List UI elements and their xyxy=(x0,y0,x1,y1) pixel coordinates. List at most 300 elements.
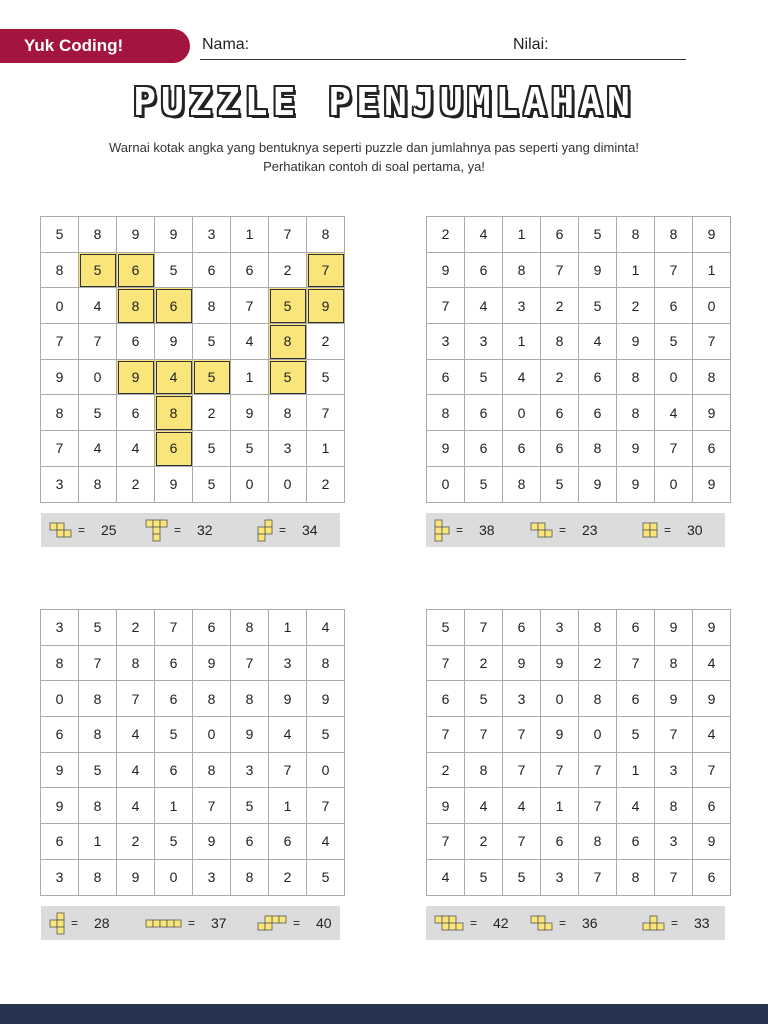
grid-cell[interactable]: 5 xyxy=(193,431,231,467)
grid-cell[interactable]: 7 xyxy=(155,610,193,646)
grid-cell[interactable]: 4 xyxy=(117,753,155,789)
grid-cell[interactable]: 9 xyxy=(231,395,269,431)
grid-cell[interactable]: 6 xyxy=(427,681,465,717)
grid-cell[interactable]: 6 xyxy=(617,610,655,646)
grid-cell[interactable]: 9 xyxy=(193,824,231,860)
grid-cell[interactable]: 6 xyxy=(155,431,193,467)
target-sum: 25 xyxy=(101,522,117,538)
grid-cell[interactable]: 8 xyxy=(79,717,117,753)
grid-cell[interactable]: 3 xyxy=(541,860,579,896)
hint-bar-1 xyxy=(41,513,340,547)
grid-cell[interactable]: 9 xyxy=(693,217,731,253)
grid-cell[interactable]: 7 xyxy=(41,431,79,467)
grid-cell[interactable]: 6 xyxy=(579,360,617,396)
grid-cell[interactable]: 8 xyxy=(41,395,79,431)
grid-cell[interactable]: 9 xyxy=(155,324,193,360)
grid-cell[interactable]: 3 xyxy=(193,217,231,253)
grid-cell[interactable]: 1 xyxy=(693,253,731,289)
grid-cell[interactable]: 8 xyxy=(269,395,307,431)
equals-sign: = xyxy=(456,523,464,537)
grid-cell[interactable]: 8 xyxy=(117,288,155,324)
grid-cell[interactable]: 5 xyxy=(307,717,345,753)
grid-cell[interactable]: 8 xyxy=(41,646,79,682)
grid-cell[interactable]: 9 xyxy=(617,467,655,503)
grid-cell[interactable]: 8 xyxy=(155,395,193,431)
grid-cell[interactable]: 8 xyxy=(231,610,269,646)
grid-cell[interactable]: 9 xyxy=(41,788,79,824)
grid-cell[interactable]: 6 xyxy=(465,431,503,467)
grid-cell[interactable]: 6 xyxy=(693,431,731,467)
grid-cell[interactable]: 8 xyxy=(193,681,231,717)
grid-cell[interactable]: 0 xyxy=(541,681,579,717)
grid-cell[interactable]: 8 xyxy=(655,646,693,682)
target-sum: 33 xyxy=(694,915,710,931)
grid-cell[interactable]: 7 xyxy=(427,646,465,682)
grid-cell[interactable]: 1 xyxy=(503,217,541,253)
hint-bar-4 xyxy=(426,906,725,940)
grid-cell[interactable]: 7 xyxy=(579,788,617,824)
grid-cell[interactable]: 4 xyxy=(307,824,345,860)
grid-cell[interactable]: 9 xyxy=(427,253,465,289)
grid-cell[interactable]: 9 xyxy=(541,646,579,682)
grid-cell[interactable]: 7 xyxy=(655,253,693,289)
hint-item xyxy=(49,906,110,940)
grid-cell[interactable]: 4 xyxy=(617,788,655,824)
grid-cell[interactable]: 6 xyxy=(541,395,579,431)
grid-cell[interactable]: 4 xyxy=(693,717,731,753)
grid-cell[interactable]: 9 xyxy=(579,253,617,289)
hint-item xyxy=(530,906,598,940)
grid-cell[interactable]: 6 xyxy=(193,253,231,289)
grid-cell[interactable]: 9 xyxy=(193,646,231,682)
grid-cell[interactable]: 8 xyxy=(503,253,541,289)
grid-cell[interactable]: 7 xyxy=(541,753,579,789)
equals-sign: = xyxy=(559,916,567,930)
grid-cell[interactable]: 1 xyxy=(269,610,307,646)
grid-cell[interactable]: 5 xyxy=(579,217,617,253)
hint-item xyxy=(642,513,703,547)
grid-cell[interactable]: 4 xyxy=(155,360,193,396)
grid-cell[interactable]: 4 xyxy=(117,717,155,753)
grid-cell[interactable]: 8 xyxy=(307,646,345,682)
grid-cell[interactable]: 8 xyxy=(465,753,503,789)
grid-cell[interactable]: 0 xyxy=(655,360,693,396)
grid-cell[interactable]: 6 xyxy=(41,717,79,753)
grid-cell[interactable]: 9 xyxy=(655,681,693,717)
grid-cell[interactable]: 5 xyxy=(269,360,307,396)
grid-cell[interactable]: 7 xyxy=(503,824,541,860)
grid-cell[interactable]: 9 xyxy=(579,467,617,503)
grid-cell[interactable]: 5 xyxy=(193,467,231,503)
grid-cell[interactable]: 4 xyxy=(465,288,503,324)
instructions-line-2: Perhatikan contoh di soal pertama, ya! xyxy=(263,159,485,174)
grid-cell[interactable]: 3 xyxy=(503,681,541,717)
grid-cell[interactable]: 9 xyxy=(503,646,541,682)
grid-cell[interactable]: 0 xyxy=(231,467,269,503)
grid-cell[interactable]: 4 xyxy=(655,395,693,431)
grid-cell[interactable]: 6 xyxy=(193,610,231,646)
grid-cell[interactable]: 5 xyxy=(307,360,345,396)
grid-cell[interactable]: 5 xyxy=(579,288,617,324)
grid-cell[interactable]: 5 xyxy=(41,217,79,253)
grid-cell[interactable]: 9 xyxy=(693,824,731,860)
grid-cell[interactable]: 8 xyxy=(503,467,541,503)
grid-cell[interactable]: 5 xyxy=(465,681,503,717)
grid-cell[interactable]: 5 xyxy=(155,717,193,753)
grid-cell[interactable]: 5 xyxy=(617,717,655,753)
grid-cell[interactable]: 6 xyxy=(617,824,655,860)
grid-cell[interactable]: 5 xyxy=(155,824,193,860)
grid-cell[interactable]: 6 xyxy=(117,395,155,431)
grid-cell[interactable]: 9 xyxy=(693,681,731,717)
hint-item xyxy=(145,513,213,547)
hint-item xyxy=(49,513,117,547)
grid-cell[interactable]: 4 xyxy=(79,431,117,467)
grid-cell[interactable]: 1 xyxy=(307,431,345,467)
t-vertical-piece-icon xyxy=(434,519,450,542)
grid-cell[interactable]: 7 xyxy=(307,253,345,289)
grid-cell[interactable]: 0 xyxy=(693,288,731,324)
grid-cell[interactable]: 6 xyxy=(155,681,193,717)
grid-cell[interactable]: 7 xyxy=(503,753,541,789)
target-sum: 42 xyxy=(493,915,509,931)
hint-bar-3 xyxy=(41,906,340,940)
grid-cell[interactable]: 7 xyxy=(79,646,117,682)
target-sum: 23 xyxy=(582,522,598,538)
grid-cell[interactable]: 9 xyxy=(693,610,731,646)
grid-cell[interactable]: 0 xyxy=(79,360,117,396)
grid-cell[interactable]: 8 xyxy=(193,288,231,324)
grid-cell[interactable]: 0 xyxy=(269,467,307,503)
grid-cell[interactable]: 8 xyxy=(579,824,617,860)
grid-cell[interactable]: 8 xyxy=(117,646,155,682)
grid-cell[interactable]: 8 xyxy=(617,217,655,253)
grid-cell[interactable]: 5 xyxy=(655,324,693,360)
grid-cell[interactable]: 0 xyxy=(655,467,693,503)
grid-cell[interactable]: 5 xyxy=(269,288,307,324)
grid-cell[interactable]: 6 xyxy=(541,217,579,253)
grid-cell[interactable]: 4 xyxy=(427,860,465,896)
grid-cell[interactable]: 2 xyxy=(117,467,155,503)
grid-cell[interactable]: 6 xyxy=(41,824,79,860)
equals-sign: = xyxy=(671,916,679,930)
grid-cell[interactable]: 2 xyxy=(541,288,579,324)
grid-cell[interactable]: 7 xyxy=(541,253,579,289)
grid-cell[interactable]: 8 xyxy=(579,681,617,717)
grid-cell[interactable]: 4 xyxy=(579,324,617,360)
grid-cell[interactable]: 1 xyxy=(503,324,541,360)
grid-cell[interactable]: 8 xyxy=(579,431,617,467)
grid-cell[interactable]: 4 xyxy=(465,217,503,253)
grid-cell[interactable]: 0 xyxy=(307,753,345,789)
grid-cell[interactable]: 8 xyxy=(41,253,79,289)
l-long-piece-icon xyxy=(434,915,464,931)
grid-cell[interactable]: 3 xyxy=(465,324,503,360)
grid-cell[interactable]: 2 xyxy=(617,288,655,324)
grid-cell[interactable]: 6 xyxy=(693,860,731,896)
puzzle-grid-3 xyxy=(40,609,345,896)
grid-cell[interactable]: 6 xyxy=(503,431,541,467)
grid-cell[interactable]: 5 xyxy=(307,860,345,896)
grid-cell[interactable]: 7 xyxy=(617,646,655,682)
grid-cell[interactable]: 7 xyxy=(465,717,503,753)
grid-cell[interactable]: 6 xyxy=(155,288,193,324)
grid-cell[interactable]: 6 xyxy=(617,681,655,717)
grid-cell[interactable]: 8 xyxy=(541,324,579,360)
grid-cell[interactable]: 3 xyxy=(41,860,79,896)
grid-cell[interactable]: 5 xyxy=(465,860,503,896)
grid-cell[interactable]: 9 xyxy=(117,360,155,396)
grid-cell[interactable]: 4 xyxy=(79,288,117,324)
grid-cell[interactable]: 9 xyxy=(307,288,345,324)
grid-cell[interactable]: 8 xyxy=(655,788,693,824)
grid-cell[interactable]: 2 xyxy=(117,610,155,646)
grid-cell[interactable]: 8 xyxy=(231,681,269,717)
grid-cell[interactable]: 4 xyxy=(269,717,307,753)
square-piece-icon xyxy=(642,522,658,538)
grid-cell[interactable]: 9 xyxy=(155,467,193,503)
target-sum: 36 xyxy=(582,915,598,931)
grid-cell[interactable]: 7 xyxy=(693,324,731,360)
grid-cell[interactable]: 7 xyxy=(579,860,617,896)
grid-cell[interactable]: 8 xyxy=(307,217,345,253)
equals-sign: = xyxy=(174,523,182,537)
t-piece-icon xyxy=(145,519,168,542)
grid-cell[interactable]: 2 xyxy=(427,217,465,253)
grid-cell[interactable]: 3 xyxy=(41,610,79,646)
grid-cell[interactable]: 5 xyxy=(79,610,117,646)
grid-cell[interactable]: 5 xyxy=(465,467,503,503)
grid-cell[interactable]: 1 xyxy=(231,217,269,253)
grid-cell[interactable]: 4 xyxy=(503,788,541,824)
grid-cell[interactable]: 7 xyxy=(427,288,465,324)
grid-cell[interactable]: 3 xyxy=(41,467,79,503)
grid-cell[interactable]: 3 xyxy=(655,824,693,860)
grid-cell[interactable]: 6 xyxy=(465,253,503,289)
target-sum: 32 xyxy=(197,522,213,538)
grid-cell[interactable]: 9 xyxy=(117,860,155,896)
grid-cell[interactable]: 6 xyxy=(465,395,503,431)
grid-cell[interactable]: 1 xyxy=(617,253,655,289)
grid-cell[interactable]: 4 xyxy=(117,431,155,467)
grid-cell[interactable]: 7 xyxy=(117,681,155,717)
grid-cell[interactable]: 6 xyxy=(693,788,731,824)
grid-cell[interactable]: 7 xyxy=(307,395,345,431)
grid-cell[interactable]: 0 xyxy=(41,288,79,324)
grid-cell[interactable]: 1 xyxy=(79,824,117,860)
grid-cell[interactable]: 7 xyxy=(79,324,117,360)
grid-cell[interactable]: 4 xyxy=(693,646,731,682)
grid-cell[interactable]: 9 xyxy=(117,217,155,253)
grid-cell[interactable]: 2 xyxy=(193,395,231,431)
grid-cell[interactable]: 9 xyxy=(231,717,269,753)
grid-cell[interactable]: 6 xyxy=(269,824,307,860)
step-piece-icon xyxy=(257,915,287,931)
equals-sign: = xyxy=(293,916,301,930)
grid-cell[interactable]: 7 xyxy=(193,788,231,824)
grid-cell[interactable]: 5 xyxy=(79,753,117,789)
grid-cell[interactable]: 6 xyxy=(231,253,269,289)
page-title: PUZZLE PENJUMLAHAN xyxy=(133,80,635,124)
grid-cell[interactable]: 7 xyxy=(655,431,693,467)
grid-cell[interactable]: 5 xyxy=(79,253,117,289)
grid-cell[interactable]: 9 xyxy=(655,610,693,646)
grid-cell[interactable]: 5 xyxy=(79,395,117,431)
grid-cell[interactable]: 2 xyxy=(307,324,345,360)
grid-cell[interactable]: 4 xyxy=(231,324,269,360)
grid-cell[interactable]: 8 xyxy=(693,360,731,396)
grid-cell[interactable]: 6 xyxy=(155,753,193,789)
grid-cell[interactable]: 6 xyxy=(655,288,693,324)
hint-item xyxy=(145,906,227,940)
grid-cell[interactable]: 2 xyxy=(465,646,503,682)
grid-cell[interactable]: 9 xyxy=(155,217,193,253)
grid-cell[interactable]: 9 xyxy=(427,788,465,824)
grid-cell[interactable]: 8 xyxy=(79,681,117,717)
grid-cell[interactable]: 9 xyxy=(617,431,655,467)
puzzle-grid-1 xyxy=(40,216,345,503)
grid-cell[interactable]: 3 xyxy=(269,431,307,467)
grid-cell[interactable]: 5 xyxy=(193,360,231,396)
puzzle-grid-2 xyxy=(426,216,731,503)
grid-cell[interactable]: 7 xyxy=(465,610,503,646)
hint-item xyxy=(434,906,509,940)
i-piece-icon xyxy=(145,919,182,928)
grid-cell[interactable]: 7 xyxy=(427,824,465,860)
grid-cell[interactable]: 7 xyxy=(269,753,307,789)
grid-cell[interactable]: 9 xyxy=(307,681,345,717)
grid-cell[interactable]: 7 xyxy=(269,217,307,253)
grid-cell[interactable]: 7 xyxy=(579,753,617,789)
grid-cell[interactable]: 5 xyxy=(155,253,193,289)
grid-cell[interactable]: 0 xyxy=(503,395,541,431)
grid-cell[interactable]: 7 xyxy=(655,860,693,896)
target-sum: 38 xyxy=(479,522,495,538)
grid-cell[interactable]: 3 xyxy=(541,610,579,646)
grid-cell[interactable]: 1 xyxy=(617,753,655,789)
target-sum: 40 xyxy=(316,915,332,931)
grid-cell[interactable]: 8 xyxy=(617,360,655,396)
grid-cell[interactable]: 8 xyxy=(427,395,465,431)
grid-cell[interactable]: 2 xyxy=(307,467,345,503)
grid-cell[interactable]: 3 xyxy=(231,753,269,789)
grid-cell[interactable]: 8 xyxy=(79,217,117,253)
grid-cell[interactable]: 0 xyxy=(155,860,193,896)
cross-piece-icon xyxy=(49,912,65,935)
grid-cell[interactable]: 9 xyxy=(41,360,79,396)
equals-sign: = xyxy=(279,523,287,537)
grid-cell[interactable]: 5 xyxy=(503,860,541,896)
p-piece-icon xyxy=(642,915,665,931)
grid-cell[interactable]: 8 xyxy=(617,860,655,896)
equals-sign: = xyxy=(664,523,672,537)
grid-cell[interactable]: 9 xyxy=(269,681,307,717)
grid-cell[interactable]: 6 xyxy=(155,646,193,682)
hint-item xyxy=(434,513,495,547)
grid-cell[interactable]: 5 xyxy=(231,431,269,467)
grid-cell[interactable]: 9 xyxy=(427,431,465,467)
grid-cell[interactable]: 2 xyxy=(269,253,307,289)
grid-cell[interactable]: 1 xyxy=(541,788,579,824)
grid-cell[interactable]: 6 xyxy=(117,253,155,289)
grid-cell[interactable]: 4 xyxy=(503,360,541,396)
equals-sign: = xyxy=(188,916,196,930)
grid-cell[interactable]: 3 xyxy=(503,288,541,324)
grid-cell[interactable]: 7 xyxy=(231,288,269,324)
grid-cell[interactable]: 9 xyxy=(693,467,731,503)
grid-cell[interactable]: 0 xyxy=(41,681,79,717)
grid-cell[interactable]: 6 xyxy=(427,360,465,396)
grid-cell[interactable]: 2 xyxy=(579,646,617,682)
score-label: Nilai: xyxy=(513,36,549,53)
grid-cell[interactable]: 4 xyxy=(465,788,503,824)
grid-cell[interactable]: 6 xyxy=(579,395,617,431)
grid-cell[interactable]: 1 xyxy=(155,788,193,824)
grid-cell[interactable]: 6 xyxy=(541,431,579,467)
grid-cell[interactable]: 4 xyxy=(307,610,345,646)
grid-cell[interactable]: 9 xyxy=(693,395,731,431)
name-label: Nama: xyxy=(202,36,250,53)
grid-cell[interactable]: 0 xyxy=(579,717,617,753)
grid-cell[interactable]: 2 xyxy=(427,753,465,789)
grid-cell[interactable]: 3 xyxy=(655,753,693,789)
grid-cell[interactable]: 7 xyxy=(307,788,345,824)
grid-cell[interactable]: 8 xyxy=(579,610,617,646)
grid-cell[interactable]: 6 xyxy=(117,324,155,360)
grid-cell[interactable]: 9 xyxy=(617,324,655,360)
grid-cell[interactable]: 2 xyxy=(541,360,579,396)
grid-cell[interactable]: 5 xyxy=(541,467,579,503)
grid-cell[interactable]: 7 xyxy=(655,717,693,753)
grid-cell[interactable]: 2 xyxy=(465,824,503,860)
grid-cell[interactable]: 8 xyxy=(269,324,307,360)
grid-cell[interactable]: 8 xyxy=(617,395,655,431)
grid-cell[interactable]: 3 xyxy=(269,646,307,682)
grid-cell[interactable]: 5 xyxy=(465,360,503,396)
grid-cell[interactable]: 8 xyxy=(79,467,117,503)
grid-cell[interactable]: 7 xyxy=(41,324,79,360)
grid-cell[interactable]: 7 xyxy=(427,717,465,753)
grid-cell[interactable]: 6 xyxy=(541,824,579,860)
grid-cell[interactable]: 8 xyxy=(655,217,693,253)
grid-cell[interactable]: 7 xyxy=(503,717,541,753)
grid-cell[interactable]: 6 xyxy=(231,824,269,860)
grid-cell[interactable]: 7 xyxy=(231,646,269,682)
grid-cell[interactable]: 9 xyxy=(541,717,579,753)
target-sum: 34 xyxy=(302,522,318,538)
grid-cell[interactable]: 9 xyxy=(41,753,79,789)
grid-cell[interactable]: 2 xyxy=(269,860,307,896)
grid-cell[interactable]: 5 xyxy=(231,788,269,824)
grid-cell[interactable]: 5 xyxy=(193,324,231,360)
grid-cell[interactable]: 3 xyxy=(193,860,231,896)
grid-cell[interactable]: 6 xyxy=(503,610,541,646)
grid-cell[interactable]: 8 xyxy=(79,788,117,824)
grid-cell[interactable]: 0 xyxy=(427,467,465,503)
grid-cell[interactable]: 7 xyxy=(693,753,731,789)
grid-cell[interactable]: 1 xyxy=(269,788,307,824)
name-field-line[interactable] xyxy=(200,59,686,60)
grid-cell[interactable]: 5 xyxy=(427,610,465,646)
grid-cell[interactable]: 8 xyxy=(79,860,117,896)
grid-cell[interactable]: 8 xyxy=(193,753,231,789)
grid-cell[interactable]: 2 xyxy=(117,824,155,860)
grid-cell[interactable]: 3 xyxy=(427,324,465,360)
grid-cell[interactable]: 8 xyxy=(231,860,269,896)
grid-cell[interactable]: 0 xyxy=(193,717,231,753)
grid-cell[interactable]: 1 xyxy=(231,360,269,396)
grid-cell[interactable]: 4 xyxy=(117,788,155,824)
